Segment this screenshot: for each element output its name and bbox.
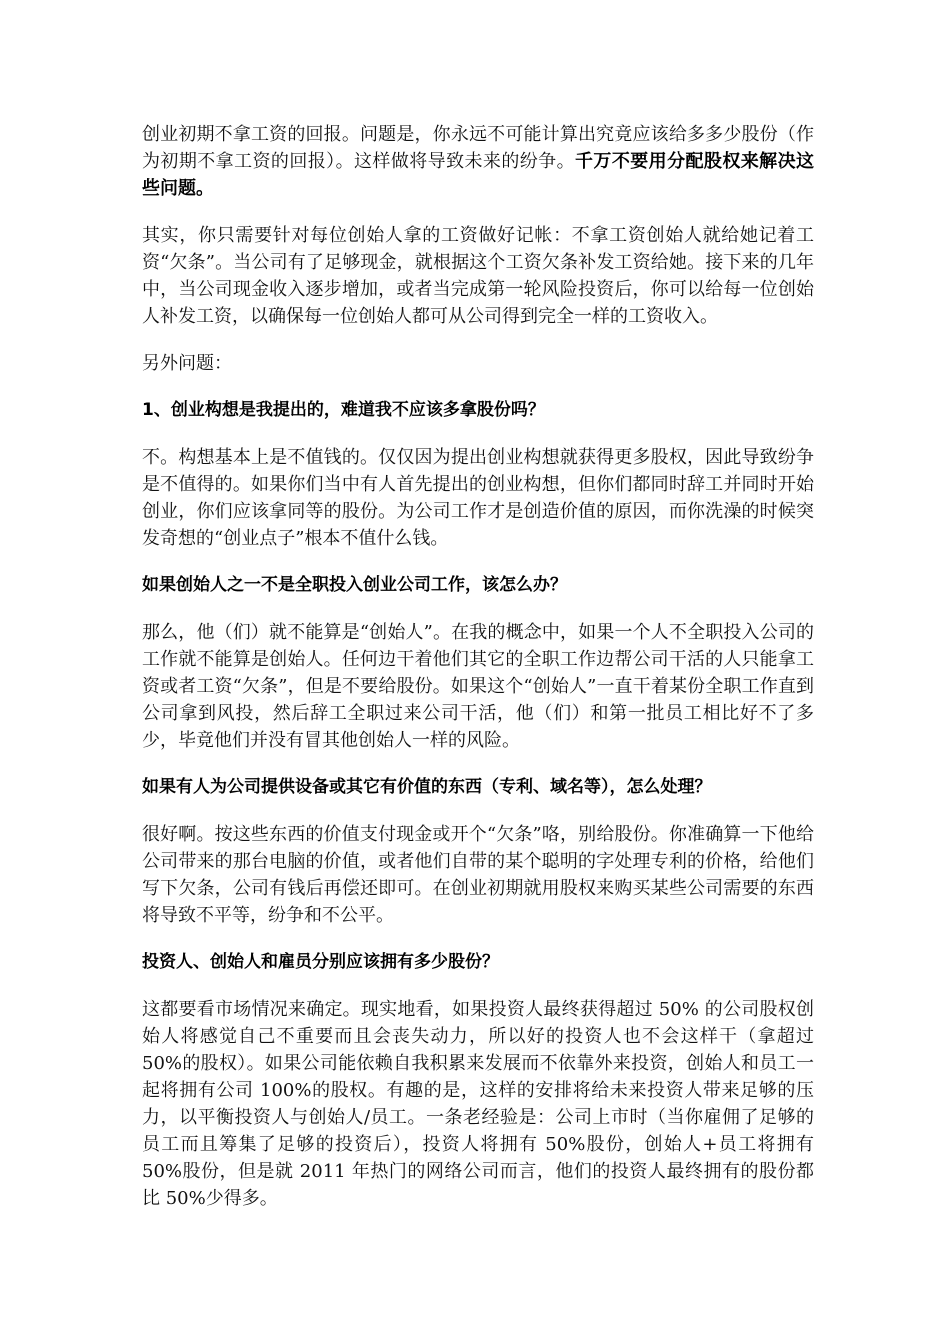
question-heading-share-split: 投资人、创始人和雇员分别应该拥有多少股份？ bbox=[142, 952, 499, 972]
paragraph-salary-iou: 其实，你只需要针对每位创始人拿的工资做好记帐：不拿工资创始人就给她记着工资“欠条”。当公司有了足够现金，就根据这个工资欠条补发工资给她。接下来的几年中，当公司现金收入逐步增加，或者当完成第一轮风险投资后，你可以给每一位创始人补发工资，以确保每一位创始人都可从公司得到完全一样的工资收入。 bbox=[142, 225, 814, 327]
answer-equipment: 很好啊。按这些东西的价值支付现金或开个“欠条”咯，别给股份。你准确算一下他给公司带来的那台电脑的价值，或者他们自带的某个聪明的字处理专利的价格，给他们写下欠条，公司有钱后再偿还即可。在创业初期就用股权来购买某些公司需要的东西将导致不平等，纷争和不公平。 bbox=[142, 824, 814, 926]
paragraph-salary-return bbox=[142, 121, 814, 202]
question-heading-equipment: 如果有人为公司提供设备或其它有价值的东西（专利、域名等），怎么处理？ bbox=[142, 777, 712, 797]
paragraph-text: 创业初期不拿工资的回报。问题是，你永远不可能计算出究竟应该给多多少股份（作为初期不拿工资的回报）。这样做将导致未来的纷争。 bbox=[142, 124, 814, 172]
paragraph-other-questions: 另外问题： bbox=[142, 353, 232, 374]
document-page bbox=[142, 121, 814, 1232]
bold-warning: 千万不要用分配股权来解决这些问题。 bbox=[142, 151, 814, 199]
question-heading-part-time: 如果创始人之一不是全职投入创业公司工作，该怎么办？ bbox=[142, 575, 567, 595]
question-heading-idea: 1、创业构想是我提出的，难道我不应该多拿股份吗？ bbox=[142, 400, 545, 420]
answer-idea: 不。构想基本上是不值钱的。仅仅因为提出创业构想就获得更多股权，因此导致纷争是不值得的。如果你们当中有人首先提出的创业构想，但你们都同时辞工并同时开始创业，你们应该拿同等的股份。为公司工作才是创造价值的原因，而你洗澡的时候突发奇想的“创业点子”根本不值什么钱。 bbox=[142, 447, 814, 549]
answer-share-split: 这都要看市场情况来确定。现实地看，如果投资人最终获得超过 50% 的公司股权创始人将感觉自己不重要而且会丧失动力，所以好的投资人也不会这样干（拿超过 50%的股权）。如果公司能依赖自我积累来发展而不依靠外来投资，创始人和员工一起将拥有公司 100%的股权。有趣的是，这样的安排将给未来投资人带来足够的压力，以平衡投资人与创始人/员工。一条老经验是：公司上市时（当你雇佣了足够的员工而且筹集了足够的投资后），投资人将拥有 50%股份，创始人+员工将拥有 50%股份，但是就 2011 年热门的网络公司而言，他们的投资人最终拥有的股份都比 50%少得多。 bbox=[142, 999, 814, 1209]
answer-part-time: 那么，他（们）就不能算是“创始人”。在我的概念中，如果一个人不全职投入公司的工作就不能算是创始人。任何边干着他们其它的全职工作边帮公司干活的人只能拿工资或者工资“欠条”，但是不要给股份。如果这个“创始人”一直干着某份全职工作直到公司拿到风投，然后辞工全职过来公司干活，他（们）和第一批员工相比好不了多少，毕竟他们并没有冒其他创始人一样的风险。 bbox=[142, 622, 814, 751]
